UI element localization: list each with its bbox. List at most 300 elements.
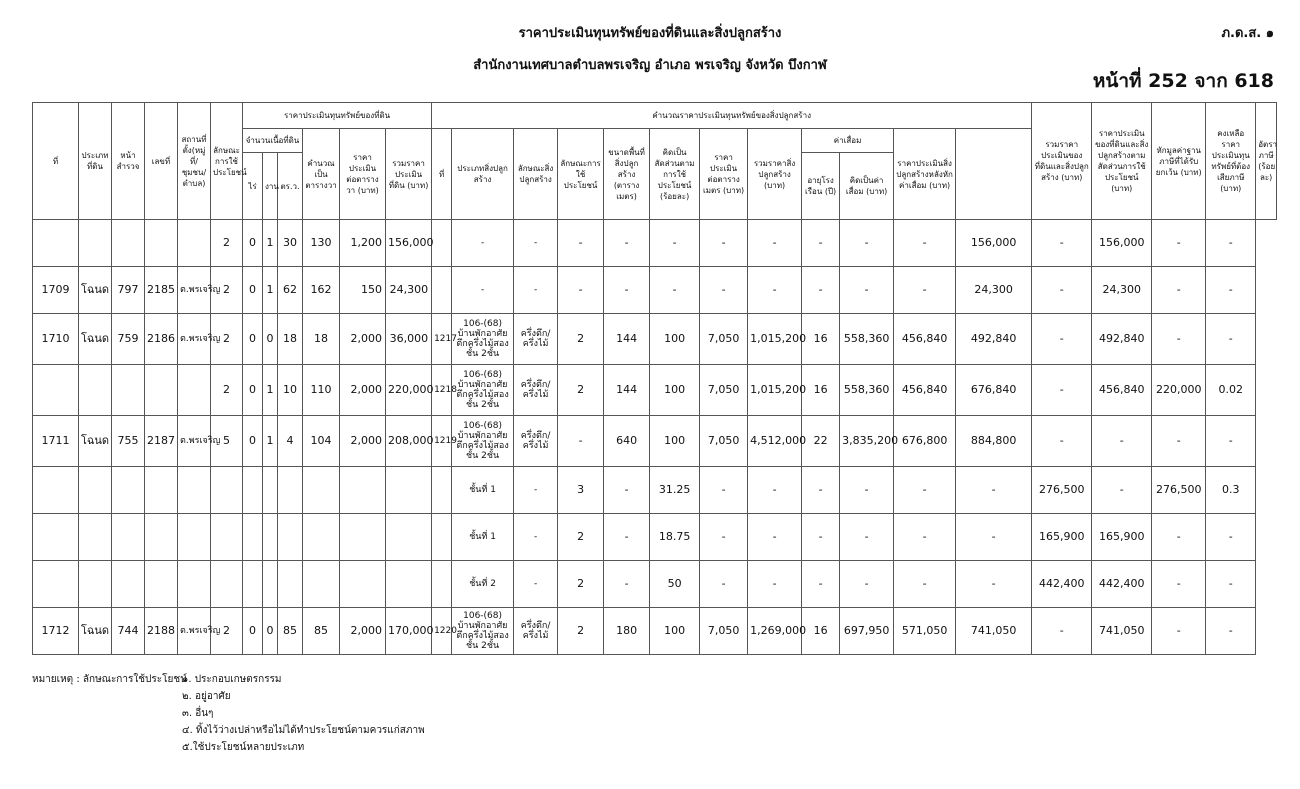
building-character-cell: - bbox=[514, 467, 558, 514]
square-wa-cell: 104 bbox=[303, 416, 340, 467]
location-cell: ต.พรเจริญ bbox=[178, 608, 211, 655]
building-no-cell: 1220 bbox=[432, 608, 452, 655]
depreciation-value-cell: - bbox=[840, 267, 894, 314]
survey-page-cell bbox=[112, 514, 145, 561]
square-wa-cell: 85 bbox=[303, 608, 340, 655]
table-row bbox=[33, 608, 1277, 655]
area-wa-cell bbox=[278, 561, 303, 608]
header-price-per-sqm: ราคาประเมินต่อตารางเมตร (บาท) bbox=[700, 129, 748, 220]
building-character-cell: - bbox=[514, 514, 558, 561]
building-no-cell: 1218 bbox=[432, 365, 452, 416]
header-taxable: คงเหลือราคาประเมินทุนทรัพย์ที่ต้องเสียภาษี (บาท) bbox=[1206, 103, 1256, 220]
after-depreciation-cell: - bbox=[894, 267, 956, 314]
after-depreciation-cell: 456,840 bbox=[894, 365, 956, 416]
area-rai-cell: 0 bbox=[243, 314, 263, 365]
building-total-cell: - bbox=[748, 467, 802, 514]
land-type-cell: โฉนด bbox=[79, 608, 112, 655]
header-location: สถานที่ตั้ง(หมู่ที่/ชุมชน/ตำบล) bbox=[178, 103, 211, 220]
building-age-cell: 16 bbox=[802, 314, 840, 365]
taxable-value-cell: - bbox=[1152, 267, 1206, 314]
total-value-cell: 676,840 bbox=[956, 365, 1032, 416]
location-cell bbox=[178, 365, 211, 416]
page-indicator: หน้าที่ 252 จาก 618 bbox=[1092, 70, 1274, 92]
header-building-use: ลักษณะการใช้ประโยชน์ bbox=[558, 129, 604, 220]
deed-number-cell bbox=[145, 365, 178, 416]
building-type-cell: - bbox=[452, 220, 514, 267]
total-value-cell: 24,300 bbox=[956, 267, 1032, 314]
use-percent-cell: 50 bbox=[650, 561, 700, 608]
exemption-cell: 24,300 bbox=[1092, 267, 1152, 314]
tax-rate-cell: - bbox=[1206, 514, 1256, 561]
area-ngan-cell bbox=[263, 561, 278, 608]
header-group-area: จำนวนเนื้อที่ดิน bbox=[243, 129, 303, 153]
deed-number-cell: 2188 bbox=[145, 608, 178, 655]
header-building-character: ลักษณะสิ่งปลูกสร้าง bbox=[514, 129, 558, 220]
land-total-cell: 24,300 bbox=[386, 267, 432, 314]
building-age-cell: 16 bbox=[802, 365, 840, 416]
land-use-cell: 2 bbox=[211, 267, 243, 314]
depreciation-value-cell: - bbox=[840, 561, 894, 608]
land-type-cell bbox=[79, 514, 112, 561]
building-type-cell: - bbox=[452, 267, 514, 314]
depreciation-value-cell: 558,360 bbox=[840, 365, 894, 416]
building-total-cell: - bbox=[748, 514, 802, 561]
building-use-cell: 2 bbox=[558, 514, 604, 561]
exemption-cell: 165,900 bbox=[1092, 514, 1152, 561]
use-percent-cell: - bbox=[650, 220, 700, 267]
survey-page-cell: 797 bbox=[112, 267, 145, 314]
building-area-cell: - bbox=[604, 467, 650, 514]
price-per-wa-cell: 2,000 bbox=[340, 314, 386, 365]
square-wa-cell: 130 bbox=[303, 220, 340, 267]
exemption-cell: 442,400 bbox=[1092, 561, 1152, 608]
building-total-cell: 4,512,000 bbox=[748, 416, 802, 467]
after-depreciation-cell: - bbox=[894, 514, 956, 561]
location-cell: ต.พรเจริญ bbox=[178, 416, 211, 467]
area-rai-cell: 0 bbox=[243, 365, 263, 416]
land-type-cell: โฉนด bbox=[79, 267, 112, 314]
area-ngan-cell: 1 bbox=[263, 416, 278, 467]
area-rai-cell: 0 bbox=[243, 267, 263, 314]
building-area-cell: 640 bbox=[604, 416, 650, 467]
land-total-cell: 156,000 bbox=[386, 220, 432, 267]
survey-page-cell bbox=[112, 561, 145, 608]
taxable-value-cell: - bbox=[1152, 416, 1206, 467]
square-wa-cell: 18 bbox=[303, 314, 340, 365]
row-no-cell bbox=[33, 467, 79, 514]
header-use-percent: คิดเป็นสัดส่วนตามการใช้ประโยชน์ (ร้อยละ) bbox=[650, 129, 700, 220]
land-use-cell: 2 bbox=[211, 365, 243, 416]
building-character-cell: ครึ่งตึก/ครึ่งไม้ bbox=[514, 314, 558, 365]
deed-number-cell: 2185 bbox=[145, 267, 178, 314]
deed-number-cell bbox=[145, 561, 178, 608]
land-total-cell bbox=[386, 514, 432, 561]
square-wa-cell bbox=[303, 514, 340, 561]
tax-rate-cell: - bbox=[1206, 220, 1256, 267]
header-building-no: ที่ bbox=[432, 129, 452, 220]
land-use-cell: 2 bbox=[211, 220, 243, 267]
exemption-cell: 456,840 bbox=[1092, 365, 1152, 416]
building-no-cell bbox=[432, 467, 452, 514]
after-depreciation-cell: - bbox=[894, 561, 956, 608]
deed-number-cell bbox=[145, 220, 178, 267]
land-use-cell bbox=[211, 561, 243, 608]
deed-number-cell: 2186 bbox=[145, 314, 178, 365]
depreciation-value-cell: - bbox=[840, 220, 894, 267]
header-no: ที่ bbox=[33, 103, 79, 220]
building-age-cell: 16 bbox=[802, 608, 840, 655]
location-cell bbox=[178, 467, 211, 514]
share-value-cell: - bbox=[1032, 416, 1092, 467]
building-character-cell: ครึ่งตึก/ครึ่งไม้ bbox=[514, 365, 558, 416]
building-type-cell: 106-(68) บ้านพักอาศัยตึกครึ่งไม้สองชั้น 2ชั้น bbox=[452, 608, 514, 655]
share-value-cell: 442,400 bbox=[1032, 561, 1092, 608]
price-per-sqm-cell: - bbox=[700, 267, 748, 314]
area-ngan-cell: 0 bbox=[263, 608, 278, 655]
area-rai-cell: 0 bbox=[243, 608, 263, 655]
building-age-cell: - bbox=[802, 267, 840, 314]
deed-number-cell: 2187 bbox=[145, 416, 178, 467]
location-cell: ต.พรเจริญ bbox=[178, 267, 211, 314]
tax-rate-cell: - bbox=[1206, 314, 1256, 365]
building-age-cell: - bbox=[802, 561, 840, 608]
header-building-type: ประเภทสิ่งปลูกสร้าง bbox=[452, 129, 514, 220]
taxable-value-cell: 276,500 bbox=[1152, 467, 1206, 514]
header-building-area: ขนาดพื้นที่สิ่งปลูกสร้าง (ตารางเมตร) bbox=[604, 129, 650, 220]
price-per-sqm-cell: - bbox=[700, 561, 748, 608]
survey-page-cell bbox=[112, 220, 145, 267]
table-row bbox=[33, 314, 1277, 365]
table-row bbox=[33, 416, 1277, 467]
assessment-table bbox=[32, 102, 1277, 655]
building-use-cell: 2 bbox=[558, 608, 604, 655]
building-no-cell bbox=[432, 220, 452, 267]
header-land-type: ประเภทที่ดิน bbox=[79, 103, 112, 220]
area-rai-cell bbox=[243, 467, 263, 514]
land-type-cell bbox=[79, 561, 112, 608]
location-cell: ต.พรเจริญ bbox=[178, 314, 211, 365]
taxable-value-cell: - bbox=[1152, 220, 1206, 267]
tax-rate-cell: - bbox=[1206, 561, 1256, 608]
table-row bbox=[33, 220, 1277, 267]
location-cell bbox=[178, 514, 211, 561]
price-per-wa-cell: 150 bbox=[340, 267, 386, 314]
use-percent-cell: 100 bbox=[650, 416, 700, 467]
header-exemption: หักมูลค่าฐานภาษีที่ได้รับยกเว้น (บาท) bbox=[1152, 103, 1206, 220]
notes-label: หมายเหตุ : ลักษณะการใช้ประโยชน์ bbox=[32, 674, 187, 685]
price-per-sqm-cell: 7,050 bbox=[700, 365, 748, 416]
building-area-cell: 180 bbox=[604, 608, 650, 655]
use-percent-cell: - bbox=[650, 267, 700, 314]
land-type-cell bbox=[79, 467, 112, 514]
land-use-cell: 2 bbox=[211, 608, 243, 655]
building-age-cell: 22 bbox=[802, 416, 840, 467]
table-row bbox=[33, 514, 1277, 561]
building-use-cell: 2 bbox=[558, 314, 604, 365]
note-item: ๕.ใช้ประโยชน์หลายประเภท bbox=[182, 742, 305, 753]
land-total-cell: 208,000 bbox=[386, 416, 432, 467]
building-use-cell: 3 bbox=[558, 467, 604, 514]
header-building-age: อายุโรงเรือน (ปี) bbox=[802, 153, 840, 220]
after-depreciation-cell: 456,840 bbox=[894, 314, 956, 365]
location-cell bbox=[178, 561, 211, 608]
total-value-cell: - bbox=[956, 514, 1032, 561]
area-wa-cell bbox=[278, 467, 303, 514]
depreciation-value-cell: 3,835,200 bbox=[840, 416, 894, 467]
area-wa-cell: 85 bbox=[278, 608, 303, 655]
document-title: ราคาประเมินทุนทรัพย์ของที่ดินและสิ่งปลูกสร้าง bbox=[518, 26, 782, 41]
header-land-total: รวมราคาประเมินที่ดิน (บาท) bbox=[386, 129, 432, 220]
price-per-wa-cell: 2,000 bbox=[340, 608, 386, 655]
total-value-cell: 492,840 bbox=[956, 314, 1032, 365]
header-number: เลขที่ bbox=[145, 103, 178, 220]
land-total-cell bbox=[386, 561, 432, 608]
price-per-sqm-cell: - bbox=[700, 467, 748, 514]
building-type-cell: ชั้นที่ 1 bbox=[452, 467, 514, 514]
building-use-cell: - bbox=[558, 416, 604, 467]
building-area-cell: - bbox=[604, 514, 650, 561]
building-age-cell: - bbox=[802, 220, 840, 267]
building-use-cell: 2 bbox=[558, 561, 604, 608]
area-ngan-cell bbox=[263, 514, 278, 561]
survey-page-cell: 744 bbox=[112, 608, 145, 655]
area-rai-cell bbox=[243, 561, 263, 608]
tax-rate-cell: - bbox=[1206, 608, 1256, 655]
header-total-value: รวมราคาประเมินของที่ดินและสิ่งปลูกสร้าง (บาท) bbox=[1032, 103, 1092, 220]
office-subtitle: สำนักงานเทศบาลตำบลพรเจริญ อำเภอ พรเจริญ จังหวัด บึงกาฬ bbox=[473, 58, 827, 73]
header-wa: ตร.ว. bbox=[278, 153, 303, 220]
deed-number-cell bbox=[145, 514, 178, 561]
header-depreciation-value: คิดเป็นค่าเสื่อม (บาท) bbox=[840, 153, 894, 220]
area-wa-cell: 18 bbox=[278, 314, 303, 365]
price-per-sqm-cell: 7,050 bbox=[700, 416, 748, 467]
exemption-cell: 492,840 bbox=[1092, 314, 1152, 365]
area-ngan-cell: 1 bbox=[263, 267, 278, 314]
square-wa-cell: 110 bbox=[303, 365, 340, 416]
price-per-wa-cell: 2,000 bbox=[340, 365, 386, 416]
building-area-cell: - bbox=[604, 220, 650, 267]
area-wa-cell bbox=[278, 514, 303, 561]
land-total-cell bbox=[386, 467, 432, 514]
building-character-cell: - bbox=[514, 267, 558, 314]
depreciation-value-cell: - bbox=[840, 514, 894, 561]
building-total-cell: 1,015,200 bbox=[748, 365, 802, 416]
building-use-cell: - bbox=[558, 220, 604, 267]
note-item: ๓. อื่นๆ bbox=[182, 708, 214, 719]
building-type-cell: ชั้นที่ 1 bbox=[452, 514, 514, 561]
square-wa-cell: 162 bbox=[303, 267, 340, 314]
building-total-cell: 1,015,200 bbox=[748, 314, 802, 365]
area-ngan-cell: 1 bbox=[263, 365, 278, 416]
building-no-cell: 1217 bbox=[432, 314, 452, 365]
price-per-wa-cell bbox=[340, 561, 386, 608]
total-value-cell: 741,050 bbox=[956, 608, 1032, 655]
after-depreciation-cell: 571,050 bbox=[894, 608, 956, 655]
note-item: ๒. อยู่อาศัย bbox=[182, 691, 231, 702]
square-wa-cell bbox=[303, 561, 340, 608]
area-rai-cell: 0 bbox=[243, 416, 263, 467]
taxable-value-cell: - bbox=[1152, 561, 1206, 608]
building-area-cell: 144 bbox=[604, 314, 650, 365]
exemption-cell: - bbox=[1092, 467, 1152, 514]
land-use-cell: 2 bbox=[211, 314, 243, 365]
building-no-cell bbox=[432, 514, 452, 561]
building-total-cell: - bbox=[748, 561, 802, 608]
area-rai-cell bbox=[243, 514, 263, 561]
share-value-cell: - bbox=[1032, 608, 1092, 655]
note-item: ๑. ประกอบเกษตรกรรม bbox=[182, 674, 282, 685]
taxable-value-cell: - bbox=[1152, 608, 1206, 655]
total-value-cell: - bbox=[956, 561, 1032, 608]
table-row bbox=[33, 467, 1277, 514]
header-square-wa: คำนวณเป็นตารางวา bbox=[303, 129, 340, 220]
use-percent-cell: 100 bbox=[650, 608, 700, 655]
header-group-land: ราคาประเมินทุนทรัพย์ของที่ดิน bbox=[243, 103, 432, 129]
land-type-cell bbox=[79, 220, 112, 267]
building-use-cell: - bbox=[558, 267, 604, 314]
land-type-cell: โฉนด bbox=[79, 416, 112, 467]
row-no-cell: 1710 bbox=[33, 314, 79, 365]
building-total-cell: - bbox=[748, 267, 802, 314]
location-cell bbox=[178, 220, 211, 267]
exemption-cell: - bbox=[1092, 416, 1152, 467]
land-use-cell bbox=[211, 467, 243, 514]
header-tax-rate: อัตราภาษี (ร้อยละ) bbox=[1256, 103, 1277, 220]
header-group-depreciation: ค่าเสื่อม bbox=[802, 129, 894, 153]
header-survey-page: หน้าสำรวจ bbox=[112, 103, 145, 220]
share-value-cell: - bbox=[1032, 220, 1092, 267]
taxable-value-cell: - bbox=[1152, 314, 1206, 365]
building-total-cell: - bbox=[748, 220, 802, 267]
tax-rate-cell: 0.3 bbox=[1206, 467, 1256, 514]
price-per-wa-cell bbox=[340, 467, 386, 514]
row-no-cell bbox=[33, 514, 79, 561]
depreciation-value-cell: 697,950 bbox=[840, 608, 894, 655]
building-no-cell: 1219 bbox=[432, 416, 452, 467]
after-depreciation-cell: 676,800 bbox=[894, 416, 956, 467]
header-rai: ไร่ bbox=[243, 153, 263, 220]
building-area-cell: - bbox=[604, 561, 650, 608]
row-no-cell bbox=[33, 365, 79, 416]
after-depreciation-cell: - bbox=[894, 467, 956, 514]
building-total-cell: 1,269,000 bbox=[748, 608, 802, 655]
survey-page-cell: 759 bbox=[112, 314, 145, 365]
building-character-cell: - bbox=[514, 220, 558, 267]
building-character-cell: - bbox=[514, 561, 558, 608]
taxable-value-cell: - bbox=[1152, 514, 1206, 561]
note-item: ๔. ทิ้งไว้ว่างเปล่าหรือไม่ได้ทำประโยชน์ตามควรแก่สภาพ bbox=[182, 725, 425, 736]
total-value-cell: - bbox=[956, 467, 1032, 514]
total-value-cell: 884,800 bbox=[956, 416, 1032, 467]
land-use-cell bbox=[211, 514, 243, 561]
price-per-sqm-cell: - bbox=[700, 514, 748, 561]
exemption-cell: 741,050 bbox=[1092, 608, 1152, 655]
building-age-cell: - bbox=[802, 514, 840, 561]
building-character-cell: ครึ่งตึก/ครึ่งไม้ bbox=[514, 608, 558, 655]
land-type-cell bbox=[79, 365, 112, 416]
share-value-cell: - bbox=[1032, 314, 1092, 365]
land-total-cell: 170,000 bbox=[386, 608, 432, 655]
building-type-cell: 106-(68) บ้านพักอาศัยตึกครึ่งไม้สองชั้น 2ชั้น bbox=[452, 416, 514, 467]
building-type-cell: 106-(68) บ้านพักอาศัยตึกครึ่งไม้สองชั้น 2ชั้น bbox=[452, 365, 514, 416]
area-ngan-cell: 1 bbox=[263, 220, 278, 267]
row-no-cell: 1709 bbox=[33, 267, 79, 314]
share-value-cell: - bbox=[1032, 267, 1092, 314]
price-per-wa-cell: 1,200 bbox=[340, 220, 386, 267]
area-rai-cell: 0 bbox=[243, 220, 263, 267]
deed-number-cell bbox=[145, 467, 178, 514]
building-no-cell bbox=[432, 561, 452, 608]
tax-rate-cell: - bbox=[1206, 416, 1256, 467]
price-per-sqm-cell: 7,050 bbox=[700, 314, 748, 365]
building-area-cell: 144 bbox=[604, 365, 650, 416]
land-total-cell: 220,000 bbox=[386, 365, 432, 416]
square-wa-cell bbox=[303, 467, 340, 514]
table-row bbox=[33, 561, 1277, 608]
building-type-cell: ชั้นที่ 2 bbox=[452, 561, 514, 608]
header-ngan: งาน bbox=[263, 153, 278, 220]
survey-page-cell bbox=[112, 365, 145, 416]
survey-page-cell bbox=[112, 467, 145, 514]
tax-rate-cell: - bbox=[1206, 267, 1256, 314]
depreciation-value-cell: - bbox=[840, 467, 894, 514]
building-type-cell: 106-(68) บ้านพักอาศัยตึกครึ่งไม้สองชั้น 2ชั้น bbox=[452, 314, 514, 365]
use-percent-cell: 31.25 bbox=[650, 467, 700, 514]
price-per-wa-cell: 2,000 bbox=[340, 416, 386, 467]
use-percent-cell: 18.75 bbox=[650, 514, 700, 561]
form-code: ภ.ด.ส. ๑ bbox=[1221, 26, 1274, 41]
header-land-use: ลักษณะการใช้ประโยชน์ bbox=[211, 103, 243, 220]
land-total-cell: 36,000 bbox=[386, 314, 432, 365]
area-wa-cell: 4 bbox=[278, 416, 303, 467]
building-character-cell: ครึ่งตึก/ครึ่งไม้ bbox=[514, 416, 558, 467]
row-no-cell bbox=[33, 561, 79, 608]
land-use-cell: 5 bbox=[211, 416, 243, 467]
area-ngan-cell bbox=[263, 467, 278, 514]
share-value-cell: - bbox=[1032, 365, 1092, 416]
area-ngan-cell: 0 bbox=[263, 314, 278, 365]
use-percent-cell: 100 bbox=[650, 314, 700, 365]
header-after-depreciation: ราคาประเมินสิ่งปลูกสร้างหลังหักค่าเสื่อม (บาท) bbox=[894, 129, 956, 220]
price-per-sqm-cell: 7,050 bbox=[700, 608, 748, 655]
building-area-cell: - bbox=[604, 267, 650, 314]
tax-rate-cell: 0.02 bbox=[1206, 365, 1256, 416]
row-no-cell: 1711 bbox=[33, 416, 79, 467]
area-wa-cell: 30 bbox=[278, 220, 303, 267]
land-type-cell: โฉนด bbox=[79, 314, 112, 365]
taxable-value-cell: 220,000 bbox=[1152, 365, 1206, 416]
area-wa-cell: 62 bbox=[278, 267, 303, 314]
depreciation-value-cell: 558,360 bbox=[840, 314, 894, 365]
share-value-cell: 165,900 bbox=[1032, 514, 1092, 561]
row-no-cell: 1712 bbox=[33, 608, 79, 655]
total-value-cell: 156,000 bbox=[956, 220, 1032, 267]
exemption-cell: 156,000 bbox=[1092, 220, 1152, 267]
price-per-sqm-cell: - bbox=[700, 220, 748, 267]
use-percent-cell: 100 bbox=[650, 365, 700, 416]
price-per-wa-cell bbox=[340, 514, 386, 561]
row-no-cell bbox=[33, 220, 79, 267]
area-wa-cell: 10 bbox=[278, 365, 303, 416]
building-age-cell: - bbox=[802, 467, 840, 514]
header-building-total: รวมราคาสิ่งปลูกสร้าง (บาท) bbox=[748, 129, 802, 220]
after-depreciation-cell: - bbox=[894, 220, 956, 267]
building-use-cell: 2 bbox=[558, 365, 604, 416]
header-group-building: คำนวณราคาประเมินทุนทรัพย์ของสิ่งปลูกสร้าง bbox=[432, 103, 1032, 129]
building-no-cell bbox=[432, 267, 452, 314]
header-share-value: ราคาประเมินของที่ดินและสิ่งปลูกสร้างตามสัดส่วนการใช้ประโยชน์ (บาท) bbox=[1092, 103, 1152, 220]
table-row bbox=[33, 267, 1277, 314]
